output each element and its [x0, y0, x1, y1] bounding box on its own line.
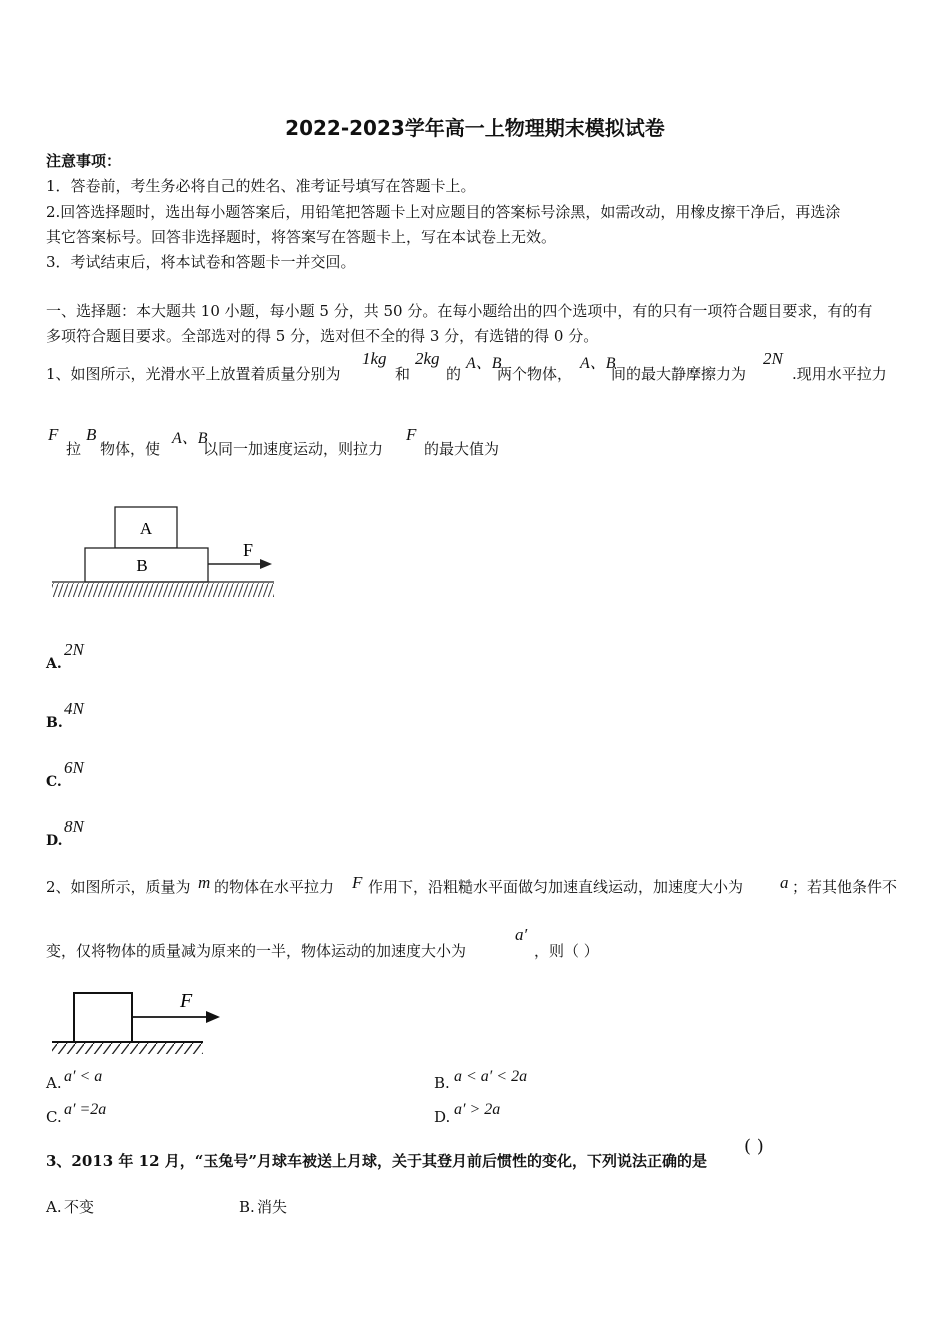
q1-ab-label: A、B: [172, 430, 208, 447]
q1-text-part: 两个物体，: [497, 365, 573, 383]
q1-force-symbol: F: [48, 425, 59, 444]
q1-text-part: 的最大值为: [424, 440, 500, 458]
q1-ab-label: A、B: [580, 355, 616, 372]
q2-text-part: 作用下，沿粗糙水平面做匀加速直线运动，加速度大小为: [368, 878, 744, 896]
option-letter: B.: [434, 1074, 450, 1092]
q2-force-symbol: F: [352, 873, 363, 892]
block-b-label: B: [136, 556, 148, 575]
q1-ab-label: A、B: [466, 355, 502, 372]
option-letter: A.: [46, 656, 62, 672]
option-value: 不变: [64, 1198, 95, 1216]
option-letter: C.: [46, 1108, 62, 1126]
force-arrowhead: [206, 1011, 220, 1023]
option-letter: A.: [46, 1198, 62, 1216]
block-a-label: A: [139, 519, 153, 538]
option-letter: D.: [46, 833, 63, 849]
q1-text-part: 间的最大静摩擦力为: [611, 365, 747, 383]
option-value: a < a′ < 2a: [454, 1068, 528, 1085]
q1-text-part: 拉: [66, 440, 82, 458]
q1-b-symbol: B: [86, 425, 97, 444]
q3-answer-paren: ( ): [744, 1136, 764, 1157]
notice-heading: 注意事项：: [46, 152, 122, 170]
q1-mass-a: 1kg: [362, 349, 387, 368]
notice-item-2-cont: 其它答案标号。回答非选择题时，将答案写在答题卡上，写在本试卷上无效。: [46, 228, 557, 246]
q2-text-part: 变，仅将物体的质量减为原来的一半，物体运动的加速度大小为: [46, 942, 467, 960]
option-letter: B.: [46, 715, 63, 731]
option-letter: A.: [46, 1074, 62, 1092]
section-instructions-line1: 一、选择题：本大题共 10 小题，每小题 5 分，共 50 分。在每小题给出的四个选项中，有的只有一项符合题目要求，有的有: [46, 302, 873, 320]
q1-text-part: 以同一加速度运动，则拉力: [203, 440, 384, 458]
q2-text-part: ；若其他条件不: [792, 878, 898, 896]
q1-text-part: 的: [446, 365, 462, 383]
notice-item-1: 1．答卷前，考生务必将自己的姓名、准考证号填写在答题卡上。: [46, 177, 476, 195]
q1-max-friction: 2N: [763, 349, 783, 368]
ground-hatch: [52, 583, 274, 597]
q2-text-part: 2、如图所示，质量为: [46, 878, 191, 896]
option-value: 消失: [257, 1198, 288, 1216]
force-arrowhead: [260, 559, 272, 569]
ground-hatch: [52, 1043, 203, 1054]
page-title: 2022-2023学年高一上物理期末模拟试卷: [285, 116, 665, 140]
option-value: 4N: [64, 699, 84, 718]
option-letter: B.: [239, 1198, 255, 1216]
q1-diagram: [48, 500, 280, 605]
option-letter: D.: [434, 1108, 451, 1126]
block: [74, 993, 132, 1042]
option-value: 8N: [64, 817, 84, 836]
q1-text-part: 物体，使: [100, 440, 161, 458]
force-label: F: [180, 990, 193, 1012]
option-value: 2N: [64, 640, 84, 659]
option-value: a′ > 2a: [454, 1101, 501, 1118]
q2-text-part: ，则（ ）: [534, 942, 599, 960]
option-value: a′ =2a: [64, 1101, 107, 1118]
q1-force-symbol: F: [406, 425, 417, 444]
q2-text-part: 的物体在水平拉力: [214, 878, 335, 896]
notice-item-2: 2.回答选择题时，选出每小题答案后，用铅笔把答题卡上对应题目的答案标号涂黑，如需改动，用橡皮擦干净后，再选涂: [46, 203, 841, 221]
q3-text: 3、2013 年 12 月，“玉兔号”月球车被送上月球，关于其登月前后惯性的变化，下列说法正确的是: [46, 1152, 707, 1170]
option-value: a′ < a: [64, 1068, 103, 1085]
q1-text-part: 和: [395, 365, 411, 383]
q2-mass-symbol: m: [198, 873, 211, 892]
q2-diagram: [48, 984, 233, 1054]
option-value: 6N: [64, 758, 84, 777]
force-label: F: [243, 540, 254, 560]
q2-accel-symbol: a: [780, 873, 789, 892]
q1-text-part: 1、如图所示，光滑水平上放置着质量分别为: [46, 365, 341, 383]
q1-mass-b: 2kg: [415, 349, 440, 368]
notice-item-3: 3．考试结束后，将本试卷和答题卡一并交回。: [46, 253, 356, 271]
option-letter: C.: [46, 774, 62, 790]
q2-new-accel-symbol: a′: [515, 925, 528, 944]
section-instructions-line2: 多项符合题目要求。全部选对的得 5 分，选对但不全的得 3 分，有选错的得 0 分。: [46, 327, 599, 345]
q1-text-part: .现用水平拉力: [792, 365, 887, 383]
